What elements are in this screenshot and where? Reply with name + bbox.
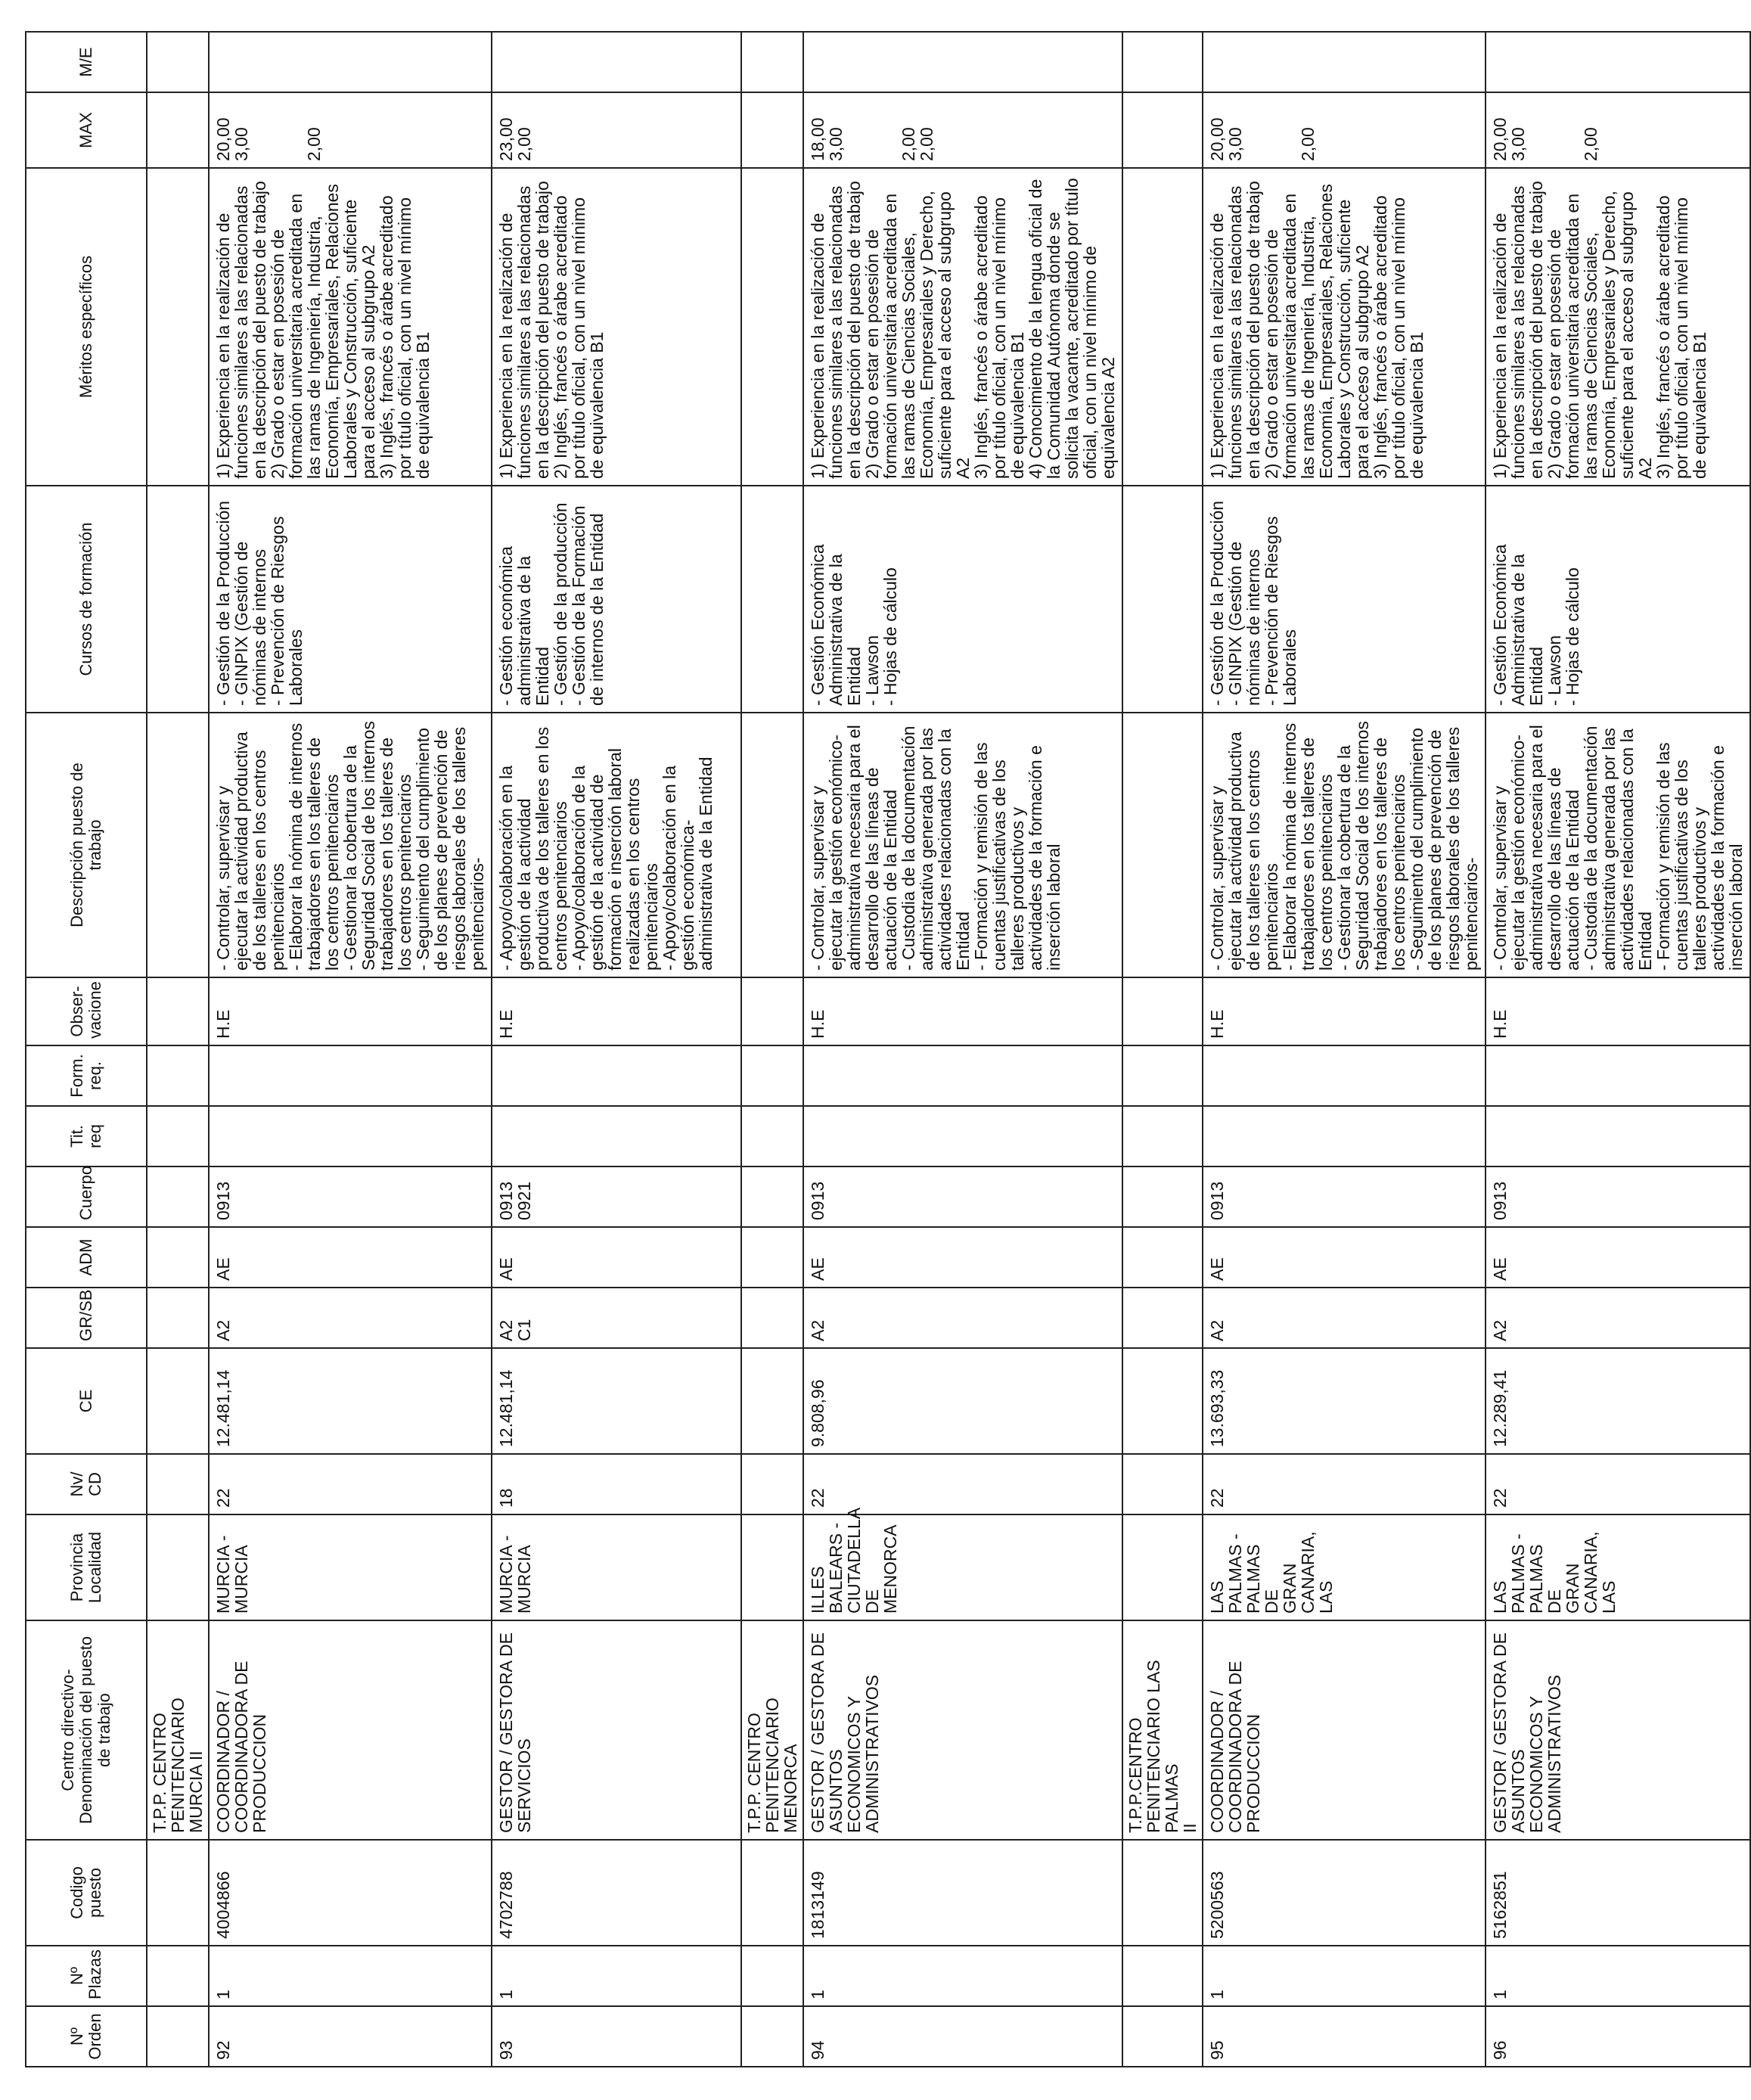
cell-obs: H.E xyxy=(209,977,492,1045)
cell-form xyxy=(209,1045,492,1106)
cell-nivel: 22 xyxy=(803,1454,1122,1514)
header-adm: ADM xyxy=(26,1227,147,1288)
cell-max: 20,00 3,00 2,00 xyxy=(1203,92,1486,168)
cell-descripcion: - Controlar, supervisar y ejecutar la actividad productiva de los talleres en los centros penitenciarios - Elaborar la nómina de internos trabajadores en los talleres de los centros penitenciarios - Gestionar la cobertura de la Seguridad Social de los internos trabajadores en los talleres de los centros penitenciarios - Seguimiento del cumplimiento de los planes de prevención de riesgos laborales de los talleres penitenciarios- xyxy=(209,713,492,977)
cell-provincia: LAS PALMAS - PALMAS DE GRAN CANARIA, LAS xyxy=(1486,1514,1750,1620)
cell-cursos: - Gestión de la Producción - GINPIX (Gestión de nóminas de internos - Prevención de Riesgos Laborales xyxy=(209,486,492,713)
cell-orden: 96 xyxy=(1486,2006,1750,2067)
group-label: T.P.P. CENTRO PENITENCIARIO MURCIA II xyxy=(147,1620,209,1840)
cell-form xyxy=(492,1045,741,1106)
cell-plazas: 1 xyxy=(1203,1946,1486,2006)
cell-denominacion: GESTOR / GESTORA DE ASUNTOS ECONOMICOS Y ADMINISTRATIVOS xyxy=(803,1620,1122,1840)
header-cuerpo: Cuerpo xyxy=(26,1166,147,1227)
cell-cuerpo: 0913 xyxy=(803,1166,1122,1227)
cell-cursos: - Gestión Económica Administrativa de la Entidad - Lawson - Hojas de cálculo xyxy=(1486,486,1750,713)
cell-denominacion: GESTOR / GESTORA DE SERVICIOS xyxy=(492,1620,741,1840)
header-titulacion: Tit. req xyxy=(26,1106,147,1166)
cell-meritos: 1) Experiencia en la realización de funciones similares a las relacionadas en la descripción del puesto de trabajo 2) Inglés, francés o árabe acreditado por título oficial, con un nivel mínimo de equivalencia B1 xyxy=(492,168,741,486)
header-cursos: Cursos de formación xyxy=(26,486,147,713)
header-provincia: Provincia Localidad xyxy=(26,1514,147,1620)
cell-plazas: 1 xyxy=(1486,1946,1750,2006)
cell-provincia: MURCIA - MURCIA xyxy=(492,1514,741,1620)
cell-plazas: 1 xyxy=(803,1946,1122,2006)
header-descripcion: Descripción puesto de trabajo xyxy=(26,713,147,977)
cell-nivel: 22 xyxy=(209,1454,492,1514)
cell-denominacion: COORDINADOR / COORDINADORA DE PRODUCCION xyxy=(1203,1620,1486,1840)
cell-grupo: A2 xyxy=(1203,1288,1486,1348)
cell-cuerpo: 0913 xyxy=(1486,1166,1750,1227)
cell-codigo: 1813149 xyxy=(803,1840,1122,1946)
header-nivel: Nv/ CD xyxy=(26,1454,147,1514)
cell-descripcion: - Apoyo/colaboración en la gestión de la actividad productiva de los talleres en los centros penitenciarios - Apoyo/colaboración de la gestión de la actividad de formación e inserción laboral realizadas en los centros penitenciarios - Apoyo/colaboración en la gestión económica-administrativa de la Entidad xyxy=(492,713,741,977)
cell-nivel: 22 xyxy=(1486,1454,1750,1514)
cell-orden: 93 xyxy=(492,2006,741,2067)
cell-meritos: 1) Experiencia en la realización de funciones similares a las relacionadas en la descripción del puesto de trabajo 2) Grado o estar en posesión de formación universitaria acreditada en las ramas de Ciencias Sociales, Economía, Empresariales y Derecho, suficiente para el acceso al subgrupo A2 3) Inglés, francés o árabe acreditado por título oficial, con un nivel mínimo de equivalencia B1 4) Conocimiento de la lengua oficial de la Comunidad Autónoma donde se solicita la vacante, acreditado por título oficial, con un nivel mínimo de equivalencia A2 xyxy=(803,168,1122,486)
cell-nivel: 22 xyxy=(1203,1454,1486,1514)
cell-tit xyxy=(1486,1106,1750,1166)
table-row xyxy=(803,32,1122,2067)
cell-meritos: 1) Experiencia en la realización de funciones similares a las relacionadas en la descripción del puesto de trabajo 2) Grado o estar en posesión de formación universitaria acreditada en las ramas de Ciencias Sociales, Economía, Empresariales y Derecho, suficiente para el acceso al subgrupo A2 3) Inglés, francés o árabe acreditado por título oficial, con un nivel mínimo de equivalencia B1 xyxy=(1486,168,1750,486)
header-me: M/E xyxy=(26,32,147,92)
header-observaciones: Obser- vacione xyxy=(26,977,147,1045)
cell-max: 23,00 2,00 xyxy=(492,92,741,168)
cell-max: 18,00 3,00 2,00 2,00 xyxy=(803,92,1122,168)
header-meritos: Méritos específicos xyxy=(26,168,147,486)
header-codigo: Codigo puesto xyxy=(26,1840,147,1946)
cell-me xyxy=(1486,32,1750,92)
cell-denominacion: GESTOR / GESTORA DE ASUNTOS ECONOMICOS Y ADMINISTRATIVOS xyxy=(1486,1620,1750,1840)
cell-descripcion: - Controlar, supervisar y ejecutar la gestión económico-administrativa necesaria para el desarrollo de las líneas de actuación de la Entidad - Custodia de la documentación administrativa generada por las actividades relacionadas con la Entidad - Formación y remisión de las cuentas justificativas de los talleres productivos y actividades de la formación e inserción laboral xyxy=(1486,713,1750,977)
group-row xyxy=(741,32,803,2067)
group-label: T.P.P. CENTRO PENITENCIARIO MENORCA xyxy=(741,1620,803,1840)
cell-provincia: MURCIA - MURCIA xyxy=(209,1514,492,1620)
cell-me xyxy=(1203,32,1486,92)
cell-tit xyxy=(492,1106,741,1166)
table-row xyxy=(209,32,492,2067)
header-denominacion: Centro directivo- Denominación del puesto de trabajo xyxy=(26,1620,147,1840)
cell-grupo: A2 xyxy=(1486,1288,1750,1348)
cell-max: 20,00 3,00 2,00 xyxy=(209,92,492,168)
cell-adm: AE xyxy=(209,1227,492,1288)
cell-descripcion: - Controlar, supervisar y ejecutar la gestión económico-administrativa necesaria para el desarrollo de las líneas de actuación de la Entidad - Custodia de la documentación administrativa generada por las actividades relacionadas con la Entidad - Formación y remisión de las cuentas justificativas de los talleres productivos y actividades de la formación e inserción laboral xyxy=(803,713,1122,977)
cell-provincia: LAS PALMAS - PALMAS DE GRAN CANARIA, LAS xyxy=(1203,1514,1486,1620)
cell-tit xyxy=(209,1106,492,1166)
cell-form xyxy=(803,1045,1122,1106)
group-row xyxy=(147,32,209,2067)
cell-provincia: ILLES BALEARS - CIUTADELLA DE MENORCA xyxy=(803,1514,1122,1620)
cell-form xyxy=(1203,1045,1486,1106)
group-row xyxy=(1122,32,1203,2067)
cell-me xyxy=(209,32,492,92)
cell-denominacion: COORDINADOR / COORDINADORA DE PRODUCCION xyxy=(209,1620,492,1840)
cell-ce: 12.481,14 xyxy=(209,1348,492,1454)
cell-adm: AE xyxy=(803,1227,1122,1288)
cell-meritos: 1) Experiencia en la realización de funciones similares a las relacionadas en la descripción del puesto de trabajo 2) Grado o estar en posesión de formación universitaria acreditada en las ramas de Ingeniería, Industria, Economía, Empresariales, Relaciones Laborales y Construcción, suficiente para el acceso al subgrupo A2 3) Inglés, francés o árabe acreditado por título oficial, con un nivel mínimo de equivalencia B1 xyxy=(1203,168,1486,486)
cell-ce: 12.289,41 xyxy=(1486,1348,1750,1454)
header-plazas: Nº Plazas xyxy=(26,1946,147,2006)
cell-me xyxy=(803,32,1122,92)
header-max: MAX xyxy=(26,92,147,168)
cell-ce: 13.693,33 xyxy=(1203,1348,1486,1454)
cell-codigo: 4702788 xyxy=(492,1840,741,1946)
cell-adm: AE xyxy=(1486,1227,1750,1288)
cell-obs: H.E xyxy=(1203,977,1486,1045)
cell-tit xyxy=(803,1106,1122,1166)
cell-descripcion: - Controlar, supervisar y ejecutar la actividad productiva de los talleres en los centros penitenciarios - Elaborar la nómina de internos trabajadores en los talleres de los centros penitenciarios - Gestionar la cobertura de la Seguridad Social de los internos trabajadores en los talleres de los centros penitenciarios - Seguimiento del cumplimiento de los planes de prevención de riesgos laborales de los talleres penitenciarios- xyxy=(1203,713,1486,977)
table-row xyxy=(1203,32,1486,2067)
header-row xyxy=(26,32,147,2067)
cell-codigo: 4004866 xyxy=(209,1840,492,1946)
cell-cursos: - Gestión económica administrativa de la Entidad - Gestión de la producción - Gestión de la Formación de internos de la Entidad xyxy=(492,486,741,713)
table-row xyxy=(492,32,741,2067)
cell-ce: 12.481,14 xyxy=(492,1348,741,1454)
cell-orden: 95 xyxy=(1203,2006,1486,2067)
cell-grupo: A2 xyxy=(803,1288,1122,1348)
group-label: T.P.P.CENTRO PENITENCIARIO LAS PALMAS II xyxy=(1122,1620,1203,1840)
cell-cursos: - Gestión Económica Administrativa de la Entidad - Lawson - Hojas de cálculo xyxy=(803,486,1122,713)
cell-obs: H.E xyxy=(492,977,741,1045)
cell-codigo: 5162851 xyxy=(1486,1840,1750,1946)
cell-adm: AE xyxy=(1203,1227,1486,1288)
cell-meritos: 1) Experiencia en la realización de funciones similares a las relacionadas en la descripción del puesto de trabajo 2) Grado o estar en posesión de formación universitaria acreditada en las ramas de Ingeniería, Industria, Economía, Empresariales, Relaciones Laborales y Construcción, suficiente para el acceso al subgrupo A2 3) Inglés, francés o árabe acreditado por título oficial, con un nivel mínimo de equivalencia B1 xyxy=(209,168,492,486)
cell-grupo: A2 xyxy=(209,1288,492,1348)
cell-obs: H.E xyxy=(803,977,1122,1045)
cell-me xyxy=(492,32,741,92)
positions-table xyxy=(25,31,1751,2067)
cell-nivel: 18 xyxy=(492,1454,741,1514)
cell-cuerpo: 0913 0921 xyxy=(492,1166,741,1227)
cell-orden: 92 xyxy=(209,2006,492,2067)
header-ce: CE xyxy=(26,1348,147,1454)
header-formacion: Form. req. xyxy=(26,1045,147,1106)
header-grupo: GR/SB xyxy=(26,1288,147,1348)
cell-adm: AE xyxy=(492,1227,741,1288)
cell-cursos: - Gestión de la Producción - GINPIX (Gestión de nóminas de internos - Prevención de Riesgos Laborales xyxy=(1203,486,1486,713)
cell-max: 20,00 3,00 2,00 xyxy=(1486,92,1750,168)
cell-grupo: A2 C1 xyxy=(492,1288,741,1348)
cell-plazas: 1 xyxy=(209,1946,492,2006)
cell-ce: 9.808,96 xyxy=(803,1348,1122,1454)
cell-obs: H.E xyxy=(1486,977,1750,1045)
cell-tit xyxy=(1203,1106,1486,1166)
cell-form xyxy=(1486,1045,1750,1106)
cell-cuerpo: 0913 xyxy=(209,1166,492,1227)
cell-plazas: 1 xyxy=(492,1946,741,2006)
cell-orden: 94 xyxy=(803,2006,1122,2067)
rotated-page xyxy=(25,33,1746,2067)
table-row xyxy=(1486,32,1750,2067)
cell-cuerpo: 0913 xyxy=(1203,1166,1486,1227)
cell-codigo: 5200563 xyxy=(1203,1840,1486,1946)
header-orden: Nº Orden xyxy=(26,2006,147,2067)
